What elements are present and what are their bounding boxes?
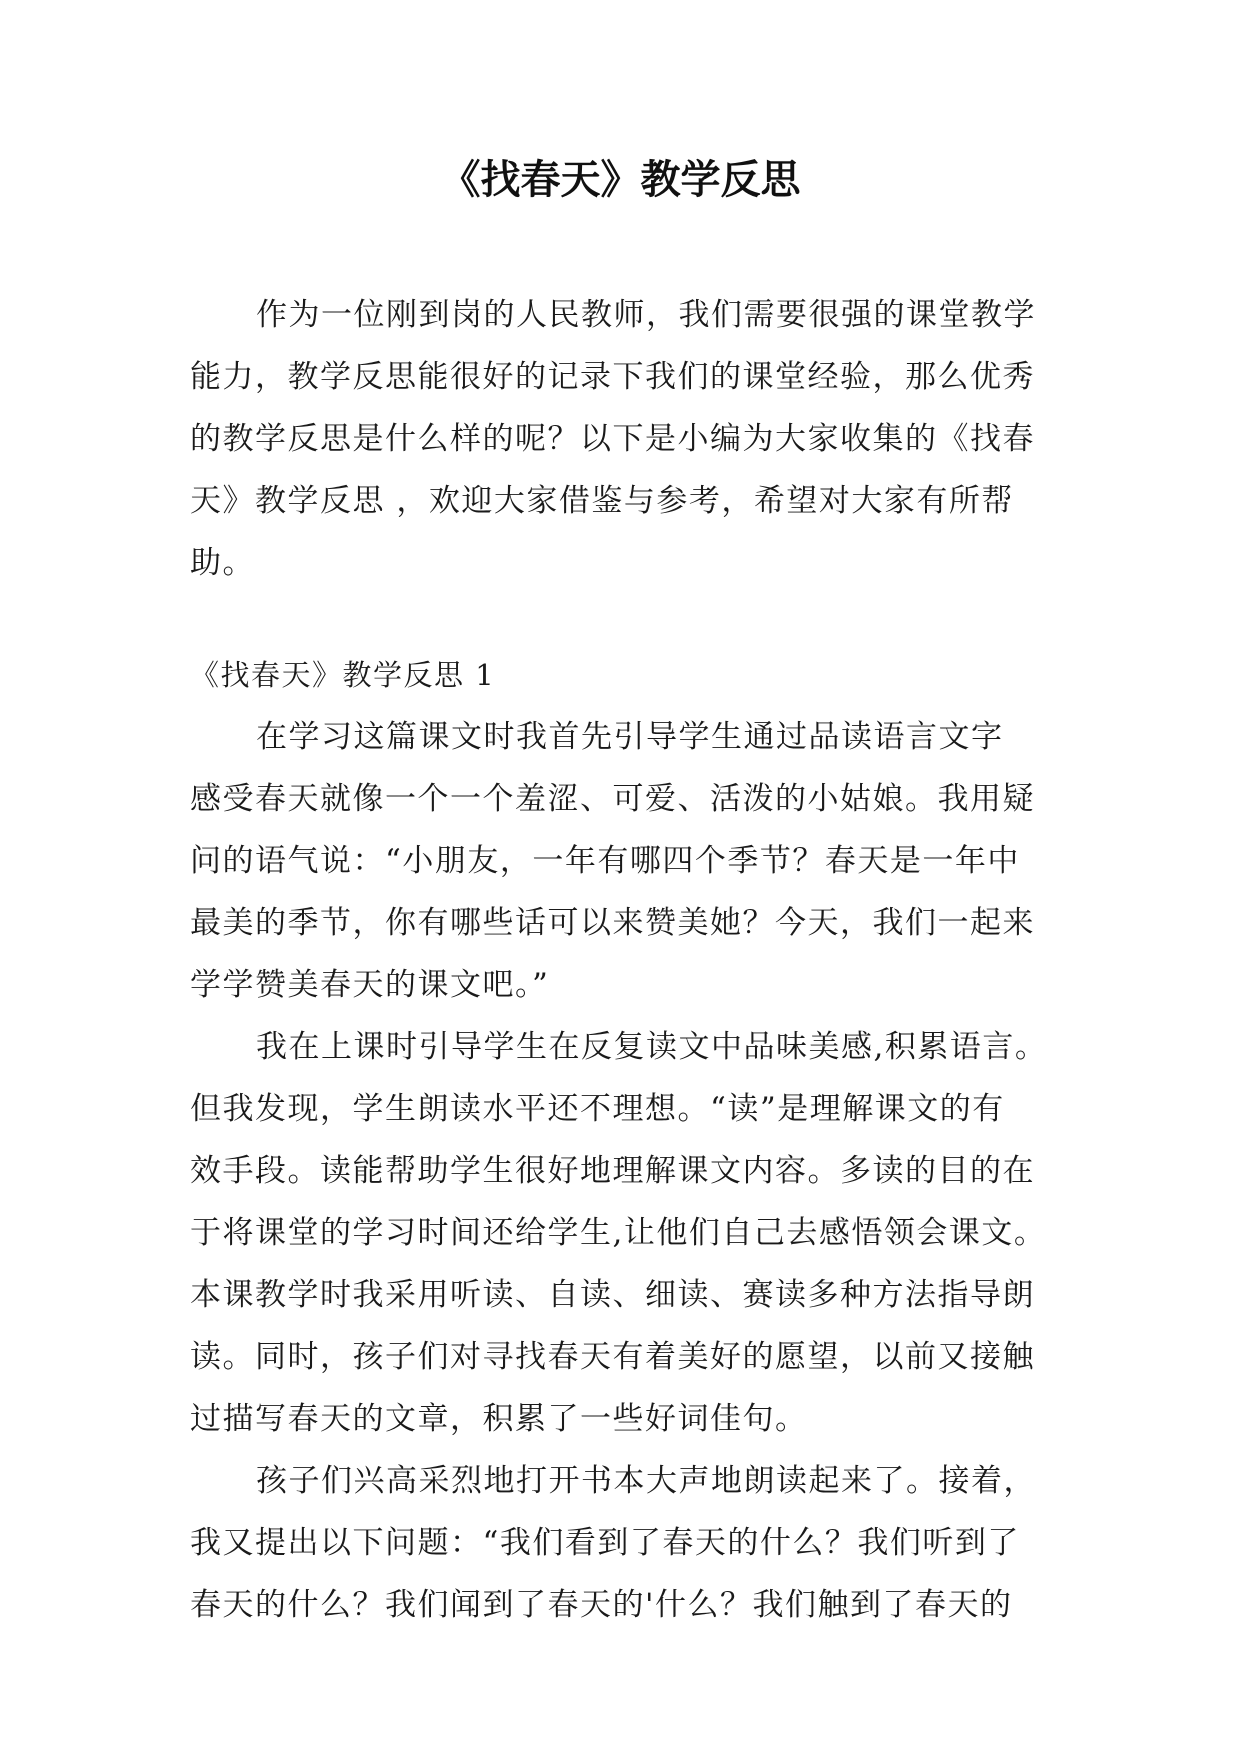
intro-paragraph — [190, 284, 1050, 594]
paragraph-3 — [190, 1450, 1050, 1636]
intro-line: 助。 — [190, 545, 255, 581]
paragraph-line: 感受春天就像一个一个羞涩、可爱、活泼的小姑娘。我用疑 — [190, 781, 1035, 817]
section-heading: 《找春天》教学反思 1 — [190, 658, 496, 692]
intro-line: 作为一位刚到岗的人民教师，我们需要很强的课堂教学 — [256, 297, 1036, 333]
paragraph-line: 本课教学时我采用听读、自读、细读、赛读多种方法指导朗 — [190, 1277, 1035, 1313]
paragraph-line: 过描写春天的文章，积累了一些好词佳句。 — [190, 1401, 808, 1437]
document-body — [190, 284, 1050, 1636]
paragraph-line: 问的语气说：“小朋友，一年有哪四个季节？春天是一年中 — [190, 843, 1020, 879]
paragraph-line: 学学赞美春天的课文吧。” — [190, 967, 550, 1003]
document-title: 《找春天》教学反思 — [440, 157, 801, 203]
intro-line: 能力，教学反思能很好的记录下我们的课堂经验，那么优秀 — [190, 359, 1035, 395]
paragraph-line: 孩子们兴高采烈地打开书本大声地朗读起来了。接着， — [256, 1463, 1036, 1499]
paragraph-line: 我又提出以下问题：“我们看到了春天的什么？我们听到了 — [190, 1525, 1020, 1561]
paragraph-line: 我在上课时引导学生在反复读文中品味美感,积累语言。 — [256, 1029, 1048, 1065]
paragraph-2 — [190, 1016, 1050, 1450]
paragraph-line: 于将课堂的学习时间还给学生,让他们自己去感悟领会课文。 — [190, 1215, 1047, 1251]
paragraph-line: 春天的什么？我们闻到了春天的'什么？我们触到了春天的 — [190, 1587, 1013, 1623]
paragraph-line: 但我发现，学生朗读水平还不理想。“读”是理解课文的有 — [190, 1091, 1005, 1127]
paragraph-line: 最美的季节，你有哪些话可以来赞美她？今天，我们一起来 — [190, 905, 1035, 941]
intro-line: 的教学反思是什么样的呢？以下是小编为大家收集的《找春 — [190, 421, 1035, 457]
paragraph-line: 效手段。读能帮助学生很好地理解课文内容。多读的目的在 — [190, 1153, 1035, 1189]
intro-line: 天》教学反思 ，欢迎大家借鉴与参考，希望对大家有所帮 — [190, 483, 1014, 519]
paragraph-line: 在学习这篇课文时我首先引导学生通过品读语言文字 — [256, 719, 1004, 755]
paragraph-1 — [190, 706, 1050, 1016]
paragraph-line: 读。同时，孩子们对寻找春天有着美好的愿望，以前又接触 — [190, 1339, 1035, 1375]
